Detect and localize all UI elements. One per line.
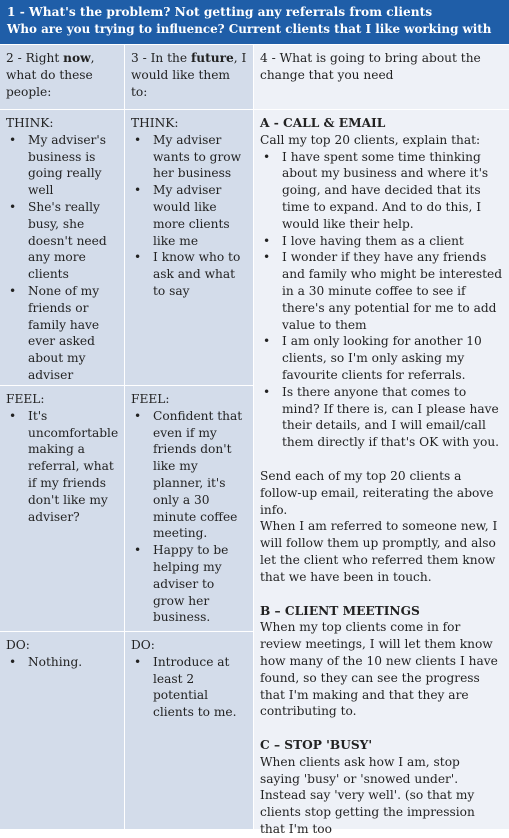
list-item: • I am only looking for another 10 clients, so I'm only asking my favourite clients for referrals.: [260, 333, 503, 383]
col-now-header: [0, 45, 124, 109]
list-item: • She's really busy, she doesn't need any more clients: [6, 199, 118, 283]
list-item: • I wonder if they have any friends and family who might be interested in a 30 minute coffee to see if there's any potential for me to add value to them: [260, 249, 503, 333]
future-think-cell: [125, 110, 253, 385]
col-change-header: [254, 45, 509, 109]
now-do-cell: [0, 632, 124, 829]
list-item: • My adviser's business is going really well: [6, 132, 118, 199]
section-a-followup-referral: When I am referred to someone new, I will follow them up promptly, and also let the client who referred them know that we have been in touch.: [260, 519, 498, 584]
section-c-title: C – STOP 'BUSY': [260, 738, 373, 753]
list-item: • I know who to ask and what to say: [131, 249, 247, 299]
list-item: • Happy to be helping my adviser to grow her business.: [131, 542, 247, 626]
list-item: • Nothing.: [6, 654, 118, 671]
section-a-list: [260, 149, 503, 451]
table-header: [0, 0, 509, 44]
now-do-list: [6, 654, 118, 671]
list-item: • My adviser wants to grow her business: [131, 132, 247, 182]
section-a-intro: Call my top 20 clients, explain that:: [260, 132, 481, 147]
section-a-followup-email: Send each of my top 20 clients a follow-up email, reiterating the above info.: [260, 468, 494, 517]
list-item: • Introduce at least 2 potential clients to me.: [131, 654, 247, 721]
spacer: [260, 586, 503, 603]
list-item: • It's uncomfortable making a referral, what if my friends don't like my adviser?: [6, 408, 118, 526]
future-feel-label: FEEL:: [131, 392, 170, 406]
spacer: [260, 451, 503, 468]
col-change-header-text: 4 - What is going to bring about the change that you need: [260, 51, 481, 82]
list-item: • I have spent some time thinking about my business and where it's going, and have decided that its time to expand. And to do this, I would like their help.: [260, 149, 503, 233]
list-item: • Is there anyone that comes to mind? If there is, can I please have their details, and I will email/call them directly if that's OK with you.: [260, 384, 503, 451]
col-future-header-suffix: , I would like them to:: [131, 51, 247, 99]
list-item: • My adviser would like more clients like me: [131, 182, 247, 249]
col-future-header-prefix: 3 - In the: [131, 51, 191, 65]
now-think-cell: [0, 110, 124, 385]
section-b-text: When my top clients come in for review meetings, I will let them know how many of the 10 new clients I have found, so they can see the progress that I'm making and that they are contributing to.: [260, 620, 498, 719]
list-item: • I love having them as a client: [260, 233, 503, 250]
influence-question: Who are you trying to influence? Current clients that I like working with: [7, 22, 492, 36]
col-now-header-bold: now: [63, 51, 91, 65]
now-do-label: DO:: [6, 638, 30, 652]
future-do-label: DO:: [131, 638, 155, 652]
problem-question: 1 - What's the problem? Not getting any referrals from clients: [7, 5, 433, 19]
list-item: • None of my friends or family have ever asked about my adviser: [6, 283, 118, 384]
col-now-header-prefix: 2 - Right: [6, 51, 64, 65]
now-feel-list: [6, 408, 118, 526]
now-think-list: [6, 132, 118, 384]
future-think-list: [131, 132, 247, 300]
future-feel-list: [131, 408, 247, 626]
section-b-title: B – CLIENT MEETINGS: [260, 603, 420, 618]
future-do-cell: [125, 632, 253, 829]
col-future-header-bold: future: [191, 51, 234, 65]
section-c-text: When clients ask how I am, stop saying 'busy' or 'snowed under'. Instead say 'very well'. (so that my clients stop getting the impression that I'm too: [260, 754, 475, 837]
col-future-header: [125, 45, 253, 109]
list-item: • Confident that even if my friends don't like my planner, it's only a 30 minute coffee meeting.: [131, 408, 247, 542]
col-now-header-suffix: , what do these people:: [6, 51, 95, 99]
spacer: [260, 720, 503, 737]
future-feel-cell: [125, 386, 253, 631]
now-think-label: THINK:: [6, 116, 54, 130]
now-feel-cell: [0, 386, 124, 631]
future-think-label: THINK:: [131, 116, 179, 130]
section-a-title: A - CALL & EMAIL: [260, 116, 386, 130]
future-do-list: [131, 654, 247, 721]
change-cell: [254, 110, 509, 837]
now-feel-label: FEEL:: [6, 392, 45, 406]
